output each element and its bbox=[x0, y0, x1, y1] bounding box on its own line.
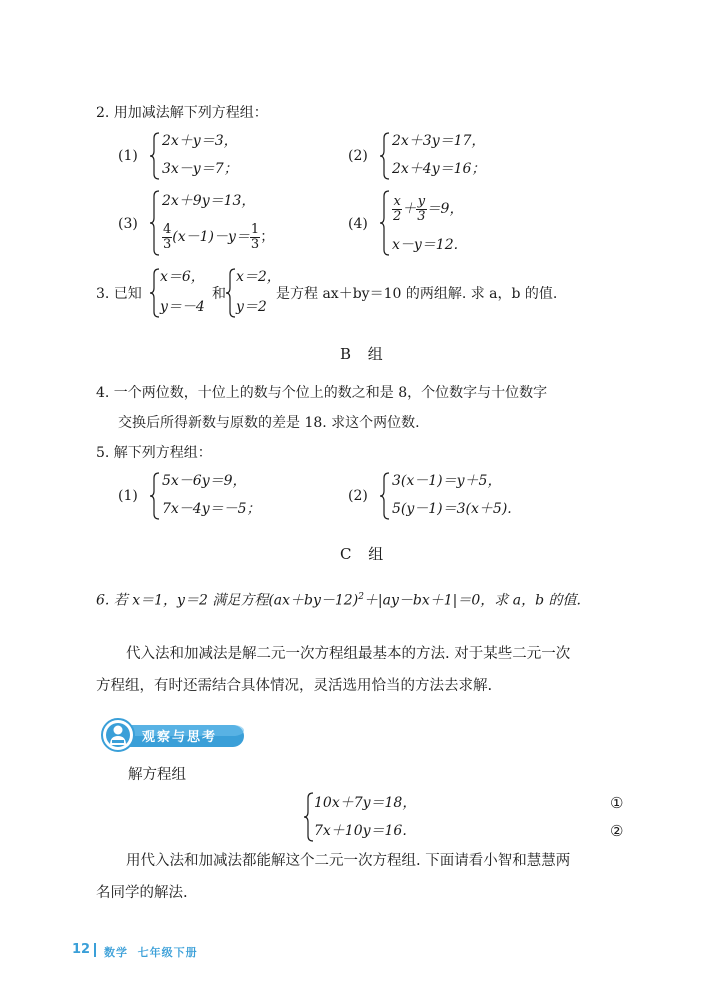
observe-intro: 解方程组 bbox=[128, 767, 186, 783]
problem-5-2-label: (2) bbox=[348, 488, 368, 504]
observe-line-2: 名同学的解法. bbox=[96, 885, 188, 901]
problem-5-title: 5. 解下列方程组： bbox=[96, 445, 212, 461]
equation-line: 7x－4y＝－5； bbox=[162, 501, 261, 517]
equation-system-2-2 bbox=[380, 132, 560, 180]
equation-line: y＝2 bbox=[236, 299, 267, 315]
equation-number-2: ② bbox=[610, 822, 624, 840]
group-c-title: C 组 bbox=[340, 545, 390, 563]
left-brace-icon bbox=[150, 132, 160, 180]
footer-book-title: 数学 七年级下册 bbox=[104, 946, 198, 959]
left-brace-icon bbox=[304, 792, 314, 842]
footer-divider bbox=[94, 943, 96, 957]
equation-system-3-1 bbox=[150, 268, 220, 318]
problem-6-text: 6. 若 x＝1，y＝2 满足方程$(ax+by-12)^2+|ay-bx+1|=0$，求 a，b 的值. bbox=[96, 592, 581, 609]
equation-line: $\frac{4}{3}$ (x－1)－y＝ $\frac{1}{3}$ ； bbox=[163, 221, 275, 252]
problem-4-line-2: 交换后所得新数与原数的差是 18. 求这个两位数. bbox=[118, 415, 420, 431]
equation-system-5-1 bbox=[150, 472, 320, 520]
problem-3-suffix: 是方程 ax＋by＝10 的两组解. 求 a，b 的值. bbox=[276, 286, 558, 302]
equation-line: 3x－y＝7； bbox=[162, 161, 238, 177]
left-brace-icon bbox=[380, 190, 390, 256]
group-b-title: B 组 bbox=[340, 345, 389, 363]
equation-system-2-4 bbox=[380, 190, 560, 256]
equation-system-2-3 bbox=[150, 190, 330, 256]
page-number: 12 bbox=[72, 942, 91, 957]
problem-3-prefix: 3. 已知 bbox=[96, 286, 142, 302]
equation-line: 5x－6y＝9， bbox=[162, 473, 247, 489]
fraction: $\frac{4}{3}$ bbox=[163, 221, 172, 252]
equation-line: 7x＋10y＝16. bbox=[314, 823, 407, 839]
thinking-person-icon bbox=[108, 723, 128, 747]
problem-2-2-label: (2) bbox=[348, 148, 368, 164]
and-text: 和 bbox=[212, 286, 226, 302]
observe-line-1: 用代入法和加减法都能解这个二元一次方程组. 下面请看小智和慧慧两 bbox=[126, 853, 571, 869]
problem-2-title: 2. 用加减法解下列方程组： bbox=[96, 105, 268, 121]
left-brace-icon bbox=[380, 472, 390, 520]
equation-line: x－y＝12. bbox=[392, 237, 459, 253]
left-brace-icon bbox=[150, 190, 160, 256]
equation-line: 2x＋9y＝13， bbox=[162, 193, 256, 209]
problem-2-4-label: (4) bbox=[348, 216, 368, 232]
equation-system-5-2 bbox=[380, 472, 580, 520]
equation-line: 5(y－1)＝3(x＋5). bbox=[392, 501, 512, 517]
equation-line: x＝6， bbox=[160, 269, 205, 285]
equation-line: 2x＋3y＝17， bbox=[392, 133, 486, 149]
summary-paragraph bbox=[96, 638, 636, 702]
equation-system-2-1 bbox=[150, 132, 310, 180]
summary-line-2: 方程组，有时还需结合具体情况，灵活选用恰当的方法去求解. bbox=[96, 678, 493, 694]
equation-line: $\frac{x}{2}$ ＋ $\frac{y}{3}$ ＝9， bbox=[393, 193, 464, 224]
equation-line: 2x＋y＝3， bbox=[162, 133, 238, 149]
left-brace-icon bbox=[150, 472, 160, 520]
equation-line: 2x＋4y＝16； bbox=[392, 161, 486, 177]
fraction: $\frac{1}{3}$ bbox=[250, 221, 260, 252]
problem-2-3-label: (3) bbox=[118, 216, 138, 232]
equation-line: y＝－4 bbox=[160, 299, 205, 315]
fraction: $\frac{x}{2}$ bbox=[393, 193, 402, 224]
equation-line: x＝2， bbox=[236, 269, 281, 285]
badge-label: 观察与思考 bbox=[142, 730, 218, 745]
equation-line: 10x＋7y＝18， bbox=[314, 795, 417, 811]
problem-2-1-label: (1) bbox=[118, 148, 138, 164]
equation-system-observe bbox=[304, 792, 644, 842]
left-brace-icon bbox=[150, 268, 160, 318]
observe-think-badge bbox=[96, 718, 246, 752]
problem-4-line-1: 4. 一个两位数，十位上的数与个位上的数之和是 8，个位数字与十位数字 bbox=[96, 385, 548, 401]
problem-5-1-label: (1) bbox=[118, 488, 138, 504]
equation-number-1: ① bbox=[610, 794, 624, 812]
fraction: $\frac{y}{3}$ bbox=[417, 193, 426, 224]
equation-line: 3(x－1)＝y＋5， bbox=[392, 473, 502, 489]
left-brace-icon bbox=[380, 132, 390, 180]
observe-paragraph bbox=[96, 845, 636, 909]
left-brace-icon bbox=[226, 268, 236, 318]
summary-line-1: 代入法和加减法是解二元一次方程组最基本的方法. 对于某些二元一次 bbox=[126, 646, 571, 662]
